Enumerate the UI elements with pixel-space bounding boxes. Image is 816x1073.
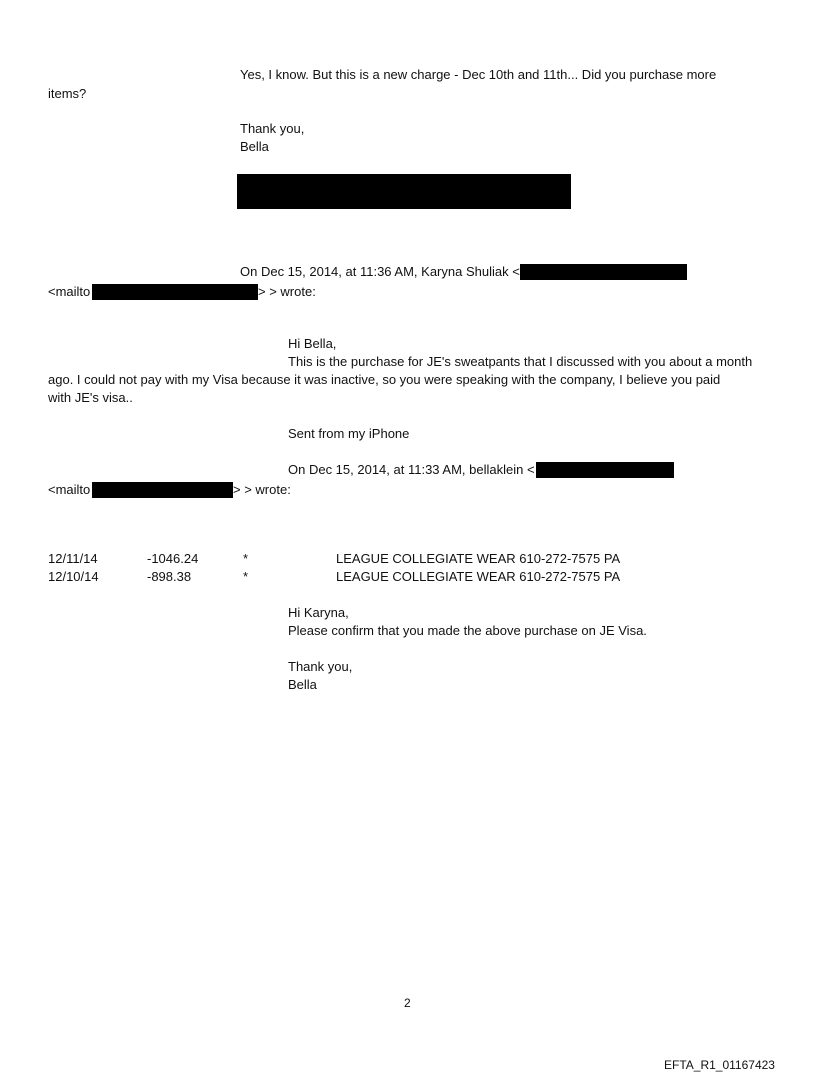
- transaction-description: LEAGUE COLLEGIATE WEAR 610-272-7575 PA: [336, 551, 621, 566]
- original-name: Bella: [288, 677, 317, 692]
- transaction-description: LEAGUE COLLEGIATE WEAR 610-272-7575 PA: [336, 569, 621, 584]
- reply1-thanks: Thank you,: [240, 121, 305, 136]
- bates-number: EFTA_R1_01167423: [664, 1058, 775, 1072]
- reply1-name: Bella: [240, 139, 269, 154]
- reply2-line1: This is the purchase for JE's sweatpants that I discussed with you about a month: [288, 354, 753, 369]
- original-thanks: Thank you,: [288, 659, 353, 674]
- original-line1: Please confirm that you made the above purchase on JE Visa.: [288, 623, 647, 638]
- transaction-flag: *: [243, 551, 249, 566]
- header2-mailto: <mailto: [48, 482, 91, 497]
- redaction-email: [520, 264, 687, 280]
- redaction-email: [536, 462, 674, 478]
- header1-line1: On Dec 15, 2014, at 11:36 AM, Karyna Shuliak <: [240, 264, 520, 279]
- redaction-mailto: [92, 482, 233, 498]
- transaction-date: 12/10/14: [48, 569, 99, 584]
- redaction-block: [237, 174, 571, 209]
- original-greeting: Hi Karyna,: [288, 605, 349, 620]
- reply2-line2: ago. I could not pay with my Visa because it was inactive, so you were speaking with the company, I believe you paid: [48, 372, 721, 387]
- transaction-date: 12/11/14: [48, 551, 98, 566]
- reply2-line3: with JE's visa..: [48, 390, 133, 405]
- reply2-signature: Sent from my iPhone: [288, 426, 410, 441]
- header1-mailto: <mailto: [48, 284, 91, 299]
- header1-wrote: > > wrote:: [258, 284, 316, 299]
- reply2-greeting: Hi Bella,: [288, 336, 337, 351]
- reply1-line2: items?: [48, 86, 87, 101]
- transaction-amount: -1046.24: [147, 551, 199, 566]
- redaction-mailto: [92, 284, 258, 300]
- header2-wrote: > > wrote:: [233, 482, 291, 497]
- transaction-amount: -898.38: [147, 569, 192, 584]
- transaction-flag: *: [243, 569, 249, 584]
- page-number: 2: [404, 996, 411, 1010]
- reply1-line1: Yes, I know. But this is a new charge - Dec 10th and 11th... Did you purchase more: [240, 67, 717, 82]
- header2-line1: On Dec 15, 2014, at 11:33 AM, bellaklein <: [288, 462, 535, 477]
